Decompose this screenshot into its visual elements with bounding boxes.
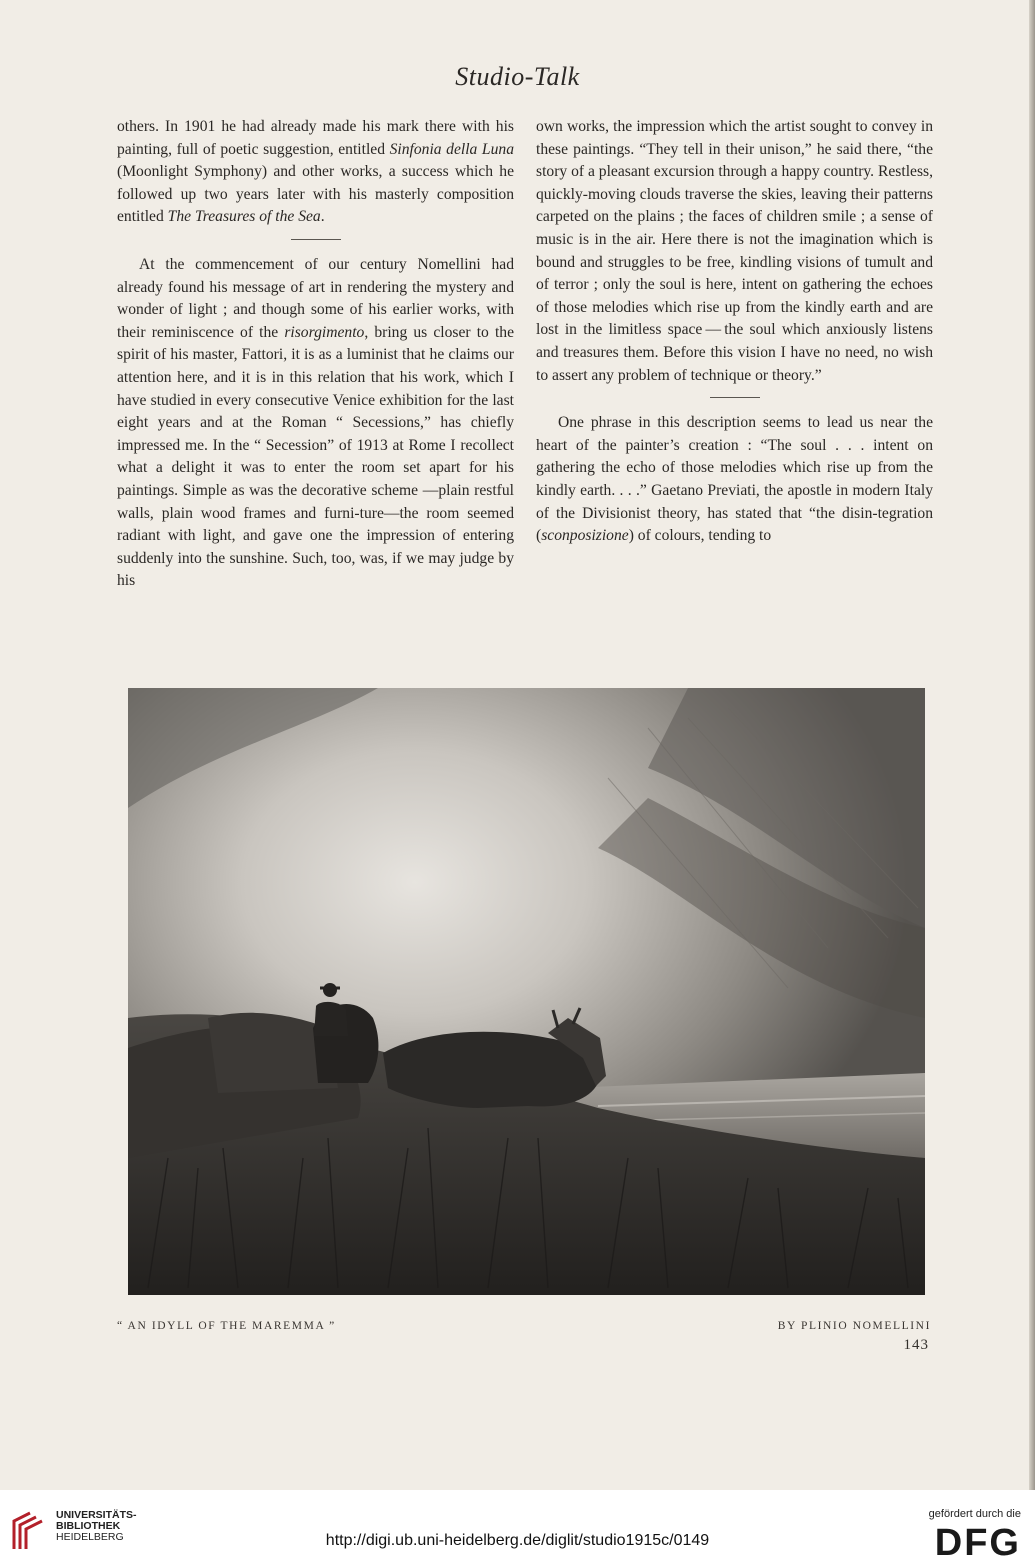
oldstyle-numeral: 1913 xyxy=(356,436,388,454)
plate-caption-title: “ AN IDYLL OF THE MAREMMA ” xyxy=(117,1320,336,1332)
painting-plate xyxy=(128,688,925,1295)
library-name-line-3: HEIDELBERG xyxy=(56,1531,124,1543)
italic-title: The Treasures of the Sea xyxy=(167,208,321,226)
funded-by-label: gefördert durch die xyxy=(928,1508,1021,1520)
page-number: 143 xyxy=(903,1337,929,1353)
right-text-column xyxy=(536,116,933,548)
section-divider-right xyxy=(710,397,760,398)
left-paragraph-2: At the commencement of our century Nomellini had already found his message of art in rendering the mystery and wonder of light ; and though some of his earlier works, with their reminiscence of the risorgimento, bring us closer to the spirit of his master, Fattori, it is as a luminist that he claims our attention here, and it is in this relation that his work, which I have studied in every consecutive Venice exhibition for the last eight years and at the Roman “ Secessions,” has chiefly impressed me. In the “ Secession” of 1913 at Rome I recollect what a delight it was to enter the room set apart for his paintings. Simple as was the decorative scheme —plain restful walls, plain wood frames and furni-ture—the room seemed radiant with light, and gave one the impression of entering suddenly into the sunshine. Such, too, was, if we may judge by his xyxy=(117,255,514,590)
oldstyle-numeral: 1901 xyxy=(184,118,216,135)
right-paragraph-2: One phrase in this description seems to lead us near the heart of the painter’s creation : “The soul . . . intent on gathering the echo of those melodies which rise up from the kindly earth. . . .” Gaetano Previati, the apostle in modern Italy of the Divisionist theory, has stated that “the disin-tegration (sconposizione) of colours, tending to xyxy=(536,414,933,545)
source-url-link[interactable]: http://digi.ub.uni-heidelberg.de/diglit/studio1915c/0149 xyxy=(325,1532,710,1549)
right-paragraph-1: own works, the impression which the artist sought to convey in these paintings. “They tell in their unison,” he said there, “the story of a pleasant excursion through a happy country. Restless, quickly-moving clouds traverse the skies, leaving their patterns carpeted on the plains ; the faces of children smile ; a sense of music is in the air. Here there is not the imagination which is bound and struggles to be free, kindling visions of tumult and of terror ; only the soul is here, intent on gathering the echoes of those melodies which rise up from the kindly earth and are lost in the limitless space — the soul which anxiously listens and treasures them. Before this vision I have no need, no wish to assert any problem of technique or theory.” xyxy=(536,118,933,384)
italic-title: risorgimento xyxy=(284,323,365,341)
dfg-logo[interactable]: DFG xyxy=(934,1522,1021,1564)
digitization-footer xyxy=(0,1490,1035,1565)
plate-caption-artist: BY PLINIO NOMELLINI xyxy=(777,1320,931,1332)
left-text-column xyxy=(117,116,514,593)
running-title: Studio-Talk xyxy=(455,62,580,91)
library-name-line-1: UNIVERSITÄTS- xyxy=(56,1509,137,1521)
italic-title: sconposizione xyxy=(541,527,629,545)
section-divider-left xyxy=(291,239,341,240)
painting-image xyxy=(128,688,925,1295)
left-paragraph-1: others. In 1901 he had already made his mark there with his painting, full of poetic suggestion, entitled Sinfonia della Luna (Moonlight Symphony) and other works, a success which he followed up two years later with his masterly composition entitled The Treasures of the Sea. xyxy=(117,118,514,226)
italic-title: Sinfonia della Luna xyxy=(389,140,514,158)
library-name-line-2: BIBLIOTHEK xyxy=(56,1520,121,1532)
page-edge-shadow xyxy=(1029,0,1035,1490)
